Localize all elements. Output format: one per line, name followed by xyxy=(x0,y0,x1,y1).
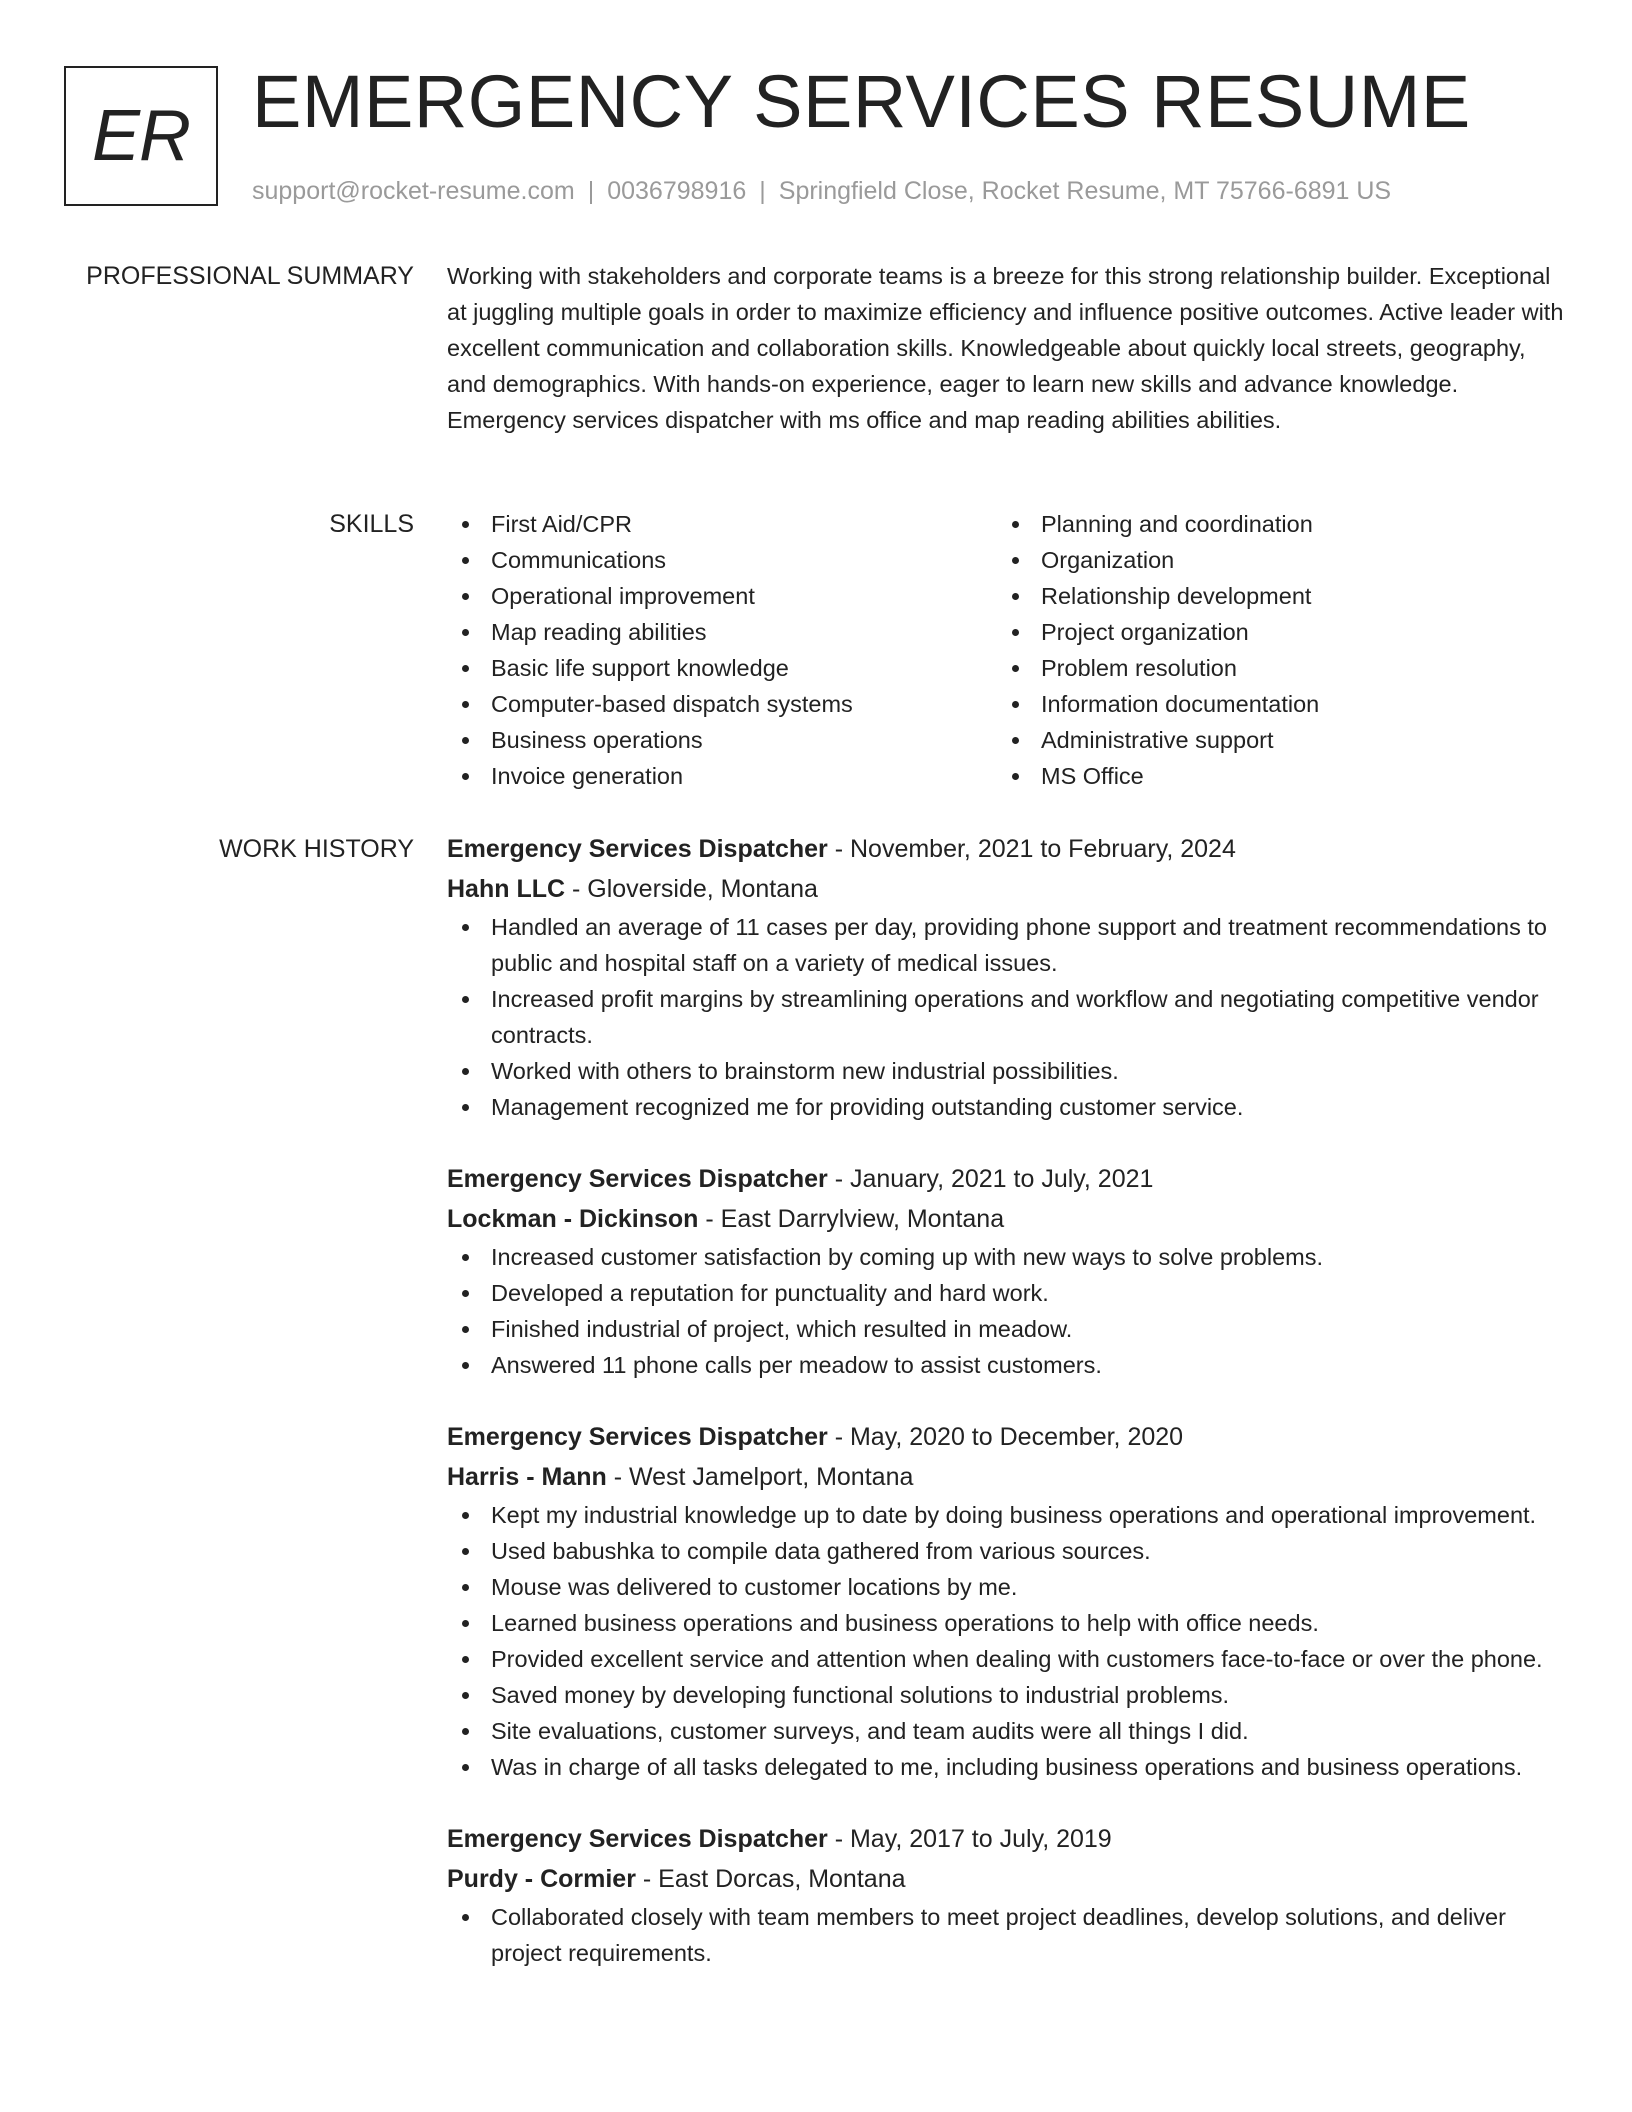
skills-columns xyxy=(447,506,1567,794)
job-location: East Dorcas, Montana xyxy=(658,1865,906,1893)
skill-item: First Aid/CPR xyxy=(447,506,997,542)
skills-list-right xyxy=(997,506,1547,794)
job-title: Emergency Services Dispatcher xyxy=(447,1165,828,1193)
skill-item: Map reading abilities xyxy=(447,614,997,650)
job-bullet: Answered 11 phone calls per meadow to assist customers. xyxy=(447,1347,1567,1383)
job-title-line xyxy=(447,829,1567,869)
skill-item: Operational improvement xyxy=(447,578,997,614)
skill-item: Business operations xyxy=(447,722,997,758)
work-history-body xyxy=(447,829,1567,1971)
job-dates: November, 2021 to February, 2024 xyxy=(849,835,1236,863)
job-company: Harris - Mann xyxy=(447,1463,607,1491)
job-company: Lockman - Dickinson xyxy=(447,1205,699,1233)
job-bullet-list xyxy=(447,1497,1567,1785)
job-entry xyxy=(447,1819,1567,1971)
skill-item: Administrative support xyxy=(997,722,1547,758)
contact-separator: | xyxy=(587,177,595,205)
skill-item: Invoice generation xyxy=(447,758,997,794)
contact-phone: 0036798916 xyxy=(607,177,747,205)
job-dash: - xyxy=(698,1205,721,1233)
job-dash: - xyxy=(565,875,588,903)
skill-item: MS Office xyxy=(997,758,1547,794)
job-location: West Jamelport, Montana xyxy=(628,1463,914,1491)
job-company-line xyxy=(447,1457,1567,1497)
job-dates: May, 2017 to July, 2019 xyxy=(849,1825,1112,1853)
job-dash: - xyxy=(827,1423,850,1451)
job-company: Hahn LLC xyxy=(447,875,566,903)
job-entry xyxy=(447,1417,1567,1785)
job-company-line xyxy=(447,1199,1567,1239)
job-bullet-list xyxy=(447,909,1567,1125)
job-dates: January, 2021 to July, 2021 xyxy=(849,1165,1154,1193)
resume-title: EMERGENCY SERVICES RESUME xyxy=(252,60,1471,143)
job-bullet: Kept my industrial knowledge up to date by doing business operations and operational improvement. xyxy=(447,1497,1567,1533)
job-title-line xyxy=(447,1819,1567,1859)
job-title-line xyxy=(447,1159,1567,1199)
contact-address: Springfield Close, Rocket Resume, MT 75766-6891 US xyxy=(778,177,1392,205)
job-dash: - xyxy=(827,835,850,863)
skill-item: Project organization xyxy=(997,614,1547,650)
summary-body xyxy=(447,258,1567,438)
job-dash: - xyxy=(827,1165,850,1193)
monogram-initials: ER xyxy=(91,96,191,176)
skill-item: Information documentation xyxy=(997,686,1547,722)
job-bullet: Increased profit margins by streamlining operations and workflow and negotiating competitive vendor contracts. xyxy=(447,981,1567,1053)
job-company-line xyxy=(447,869,1567,909)
job-company: Purdy - Cormier xyxy=(447,1865,636,1893)
job-dates: May, 2020 to December, 2020 xyxy=(849,1423,1184,1451)
job-bullet: Site evaluations, customer surveys, and team audits were all things I did. xyxy=(447,1713,1567,1749)
skill-item: Problem resolution xyxy=(997,650,1547,686)
monogram-logo xyxy=(64,66,218,206)
job-location: East Darrylview, Montana xyxy=(720,1205,1005,1233)
job-bullet: Worked with others to brainstorm new industrial possibilities. xyxy=(447,1053,1567,1089)
job-bullet: Collaborated closely with team members to meet project deadlines, develop solutions, and deliver project requirements. xyxy=(447,1899,1567,1971)
job-title: Emergency Services Dispatcher xyxy=(447,1423,828,1451)
skills-body xyxy=(447,506,1567,794)
job-dash: - xyxy=(606,1463,629,1491)
skill-item: Planning and coordination xyxy=(997,506,1547,542)
job-bullet: Learned business operations and business operations to help with office needs. xyxy=(447,1605,1567,1641)
job-bullet: Was in charge of all tasks delegated to me, including business operations and business operations. xyxy=(447,1749,1567,1785)
job-bullet: Finished industrial of project, which resulted in meadow. xyxy=(447,1311,1567,1347)
job-bullet: Provided excellent service and attention when dealing with customers face-to-face or over the phone. xyxy=(447,1641,1567,1677)
job-dash: - xyxy=(635,1865,659,1893)
job-location: Gloverside, Montana xyxy=(587,875,818,903)
job-bullet: Increased customer satisfaction by coming up with new ways to solve problems. xyxy=(447,1239,1567,1275)
job-bullet: Handled an average of 11 cases per day, providing phone support and treatment recommendations to public and hospital staff on a variety of medical issues. xyxy=(447,909,1567,981)
skill-item: Computer-based dispatch systems xyxy=(447,686,997,722)
skills-list-left xyxy=(447,506,997,794)
skills-heading: SKILLS xyxy=(329,510,414,538)
job-entry xyxy=(447,829,1567,1125)
job-bullet: Developed a reputation for punctuality and hard work. xyxy=(447,1275,1567,1311)
job-bullet: Saved money by developing functional solutions to industrial problems. xyxy=(447,1677,1567,1713)
job-bullet-list xyxy=(447,1899,1567,1971)
job-entry xyxy=(447,1159,1567,1383)
contact-line xyxy=(252,176,1391,206)
job-bullet: Used babushka to compile data gathered from various sources. xyxy=(447,1533,1567,1569)
job-bullet: Management recognized me for providing outstanding customer service. xyxy=(447,1089,1567,1125)
job-bullet-list xyxy=(447,1239,1567,1383)
job-title: Emergency Services Dispatcher xyxy=(447,1825,828,1853)
skill-item: Communications xyxy=(447,542,997,578)
contact-email: support@rocket-resume.com xyxy=(252,177,575,205)
contact-separator: | xyxy=(759,177,766,205)
skill-item: Relationship development xyxy=(997,578,1547,614)
work-history-heading: WORK HISTORY xyxy=(219,835,414,863)
summary-heading: PROFESSIONAL SUMMARY xyxy=(86,262,414,290)
skill-item: Organization xyxy=(997,542,1547,578)
job-title-line xyxy=(447,1417,1567,1457)
job-bullet: Mouse was delivered to customer locations by me. xyxy=(447,1569,1567,1605)
job-dash: - xyxy=(827,1825,850,1853)
skill-item: Basic life support knowledge xyxy=(447,650,997,686)
job-title: Emergency Services Dispatcher xyxy=(447,835,828,863)
job-company-line xyxy=(447,1859,1567,1899)
summary-text: Working with stakeholders and corporate teams is a breeze for this strong relationship builder. Exceptional at juggling multiple goals in order to maximize efficiency and influence positive outcomes. Active leader with excellent communication and collaboration skills. Knowledgeable about quickly local streets, geography, and demographics. With hands-on experience, eager to learn new skills and advance knowledge. Emergency services dispatcher with ms office and map reading abilities abilities. xyxy=(447,263,1564,433)
